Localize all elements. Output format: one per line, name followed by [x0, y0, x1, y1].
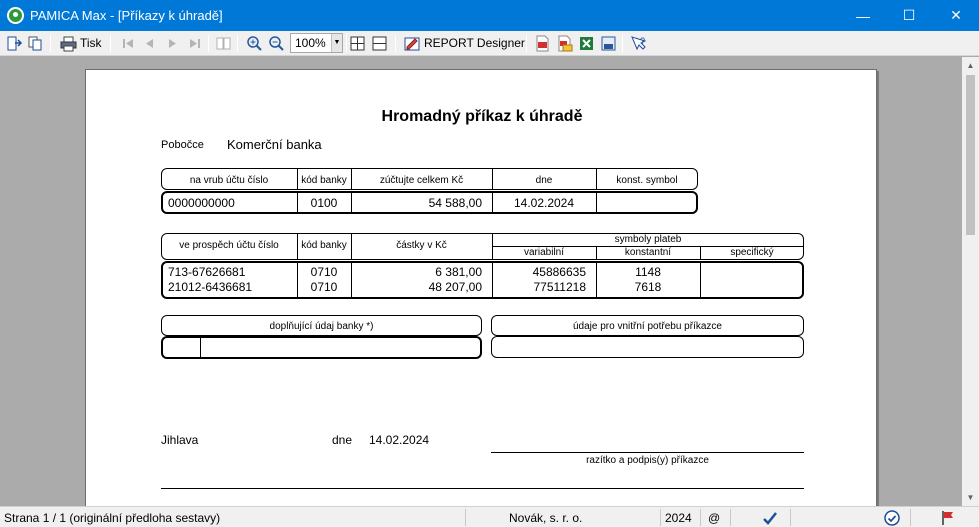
maximize-button[interactable]: ☐	[902, 7, 916, 23]
document-title: Hromadný příkaz k úhradě	[381, 108, 583, 125]
export-pdf-mail-icon[interactable]	[556, 35, 573, 52]
title-bar	[0, 0, 979, 31]
credit-row-1-constant: 1148	[635, 265, 661, 279]
date-label: dne	[332, 433, 353, 447]
flag-icon[interactable]	[940, 510, 956, 526]
internal-info-field	[491, 336, 804, 358]
bottom-rule	[161, 488, 804, 489]
zoom-select[interactable]	[290, 33, 343, 53]
internal-info-label: údaje pro vnitřní potřebu příkazce	[573, 321, 722, 332]
ok-status-icon[interactable]	[884, 510, 900, 526]
toolbar-separator	[237, 35, 238, 52]
signature-line	[491, 452, 804, 453]
page-info: Strana 1 / 1 (originální předloha sestavy)	[4, 511, 221, 525]
export-excel-icon[interactable]	[578, 35, 595, 52]
checkmark-icon[interactable]	[762, 510, 778, 526]
header-amounts: částky v Kč	[396, 240, 447, 251]
report-designer-button[interactable]: REPORT Designer	[424, 36, 525, 50]
scroll-up-icon[interactable]: ▲	[966, 61, 975, 70]
close-button[interactable]: ✕	[950, 7, 962, 23]
report-page	[85, 69, 877, 519]
credit-row-1-variable: 45886635	[532, 265, 586, 279]
company-name: Novák, s. r. o.	[509, 511, 583, 525]
toolbar-separator	[622, 35, 623, 52]
window-title: PAMICA Max - [Příkazy k úhradě]	[30, 8, 223, 23]
first-page-icon[interactable]	[120, 35, 137, 52]
header-specific-symbol: specifický	[730, 247, 774, 258]
last-page-icon[interactable]	[186, 35, 203, 52]
header-variable-symbol: variabilní	[523, 247, 565, 258]
export-pdf-icon[interactable]	[534, 35, 551, 52]
help-icon[interactable]	[630, 35, 647, 52]
scroll-down-icon[interactable]: ▼	[966, 493, 975, 502]
scrollbar-thumb[interactable]	[966, 75, 975, 235]
report-preview-area[interactable]	[0, 57, 962, 506]
toolbar	[0, 31, 979, 56]
toolbar-separator	[526, 35, 527, 52]
next-page-icon[interactable]	[164, 35, 181, 52]
print-icon[interactable]	[60, 35, 77, 52]
debit-bank-code: 0100	[310, 196, 338, 210]
toolbar-separator	[110, 35, 111, 52]
vertical-scrollbar[interactable]	[962, 57, 979, 506]
email-indicator: @	[708, 511, 721, 525]
print-button[interactable]: Tisk	[80, 36, 102, 50]
app-logo-icon	[7, 7, 24, 24]
minimize-button[interactable]: —	[856, 7, 870, 24]
credit-row-2-bank-code: 0710	[310, 280, 338, 294]
header-constant-symbol: konstantní	[624, 247, 672, 258]
debit-date: 14.02.2024	[513, 196, 575, 210]
bank-info-label: doplňující údaj banky *)	[269, 321, 374, 332]
header-credit-account: ve prospěch účtu číslo	[179, 240, 279, 251]
fit-page-icon[interactable]	[349, 35, 366, 52]
credit-row-1-amount: 6 381,00	[435, 265, 482, 279]
accounting-year: 2024	[665, 511, 692, 525]
header-payment-symbols: symboly plateb	[614, 234, 682, 245]
toolbar-separator	[208, 35, 209, 52]
branch-label: Pobočce	[161, 139, 204, 151]
zoom-out-icon[interactable]	[268, 35, 285, 52]
previous-page-icon[interactable]	[141, 35, 158, 52]
toolbar-separator	[346, 35, 347, 52]
branch-value: Komerční banka	[227, 137, 322, 152]
two-pages-icon[interactable]	[215, 35, 232, 52]
export-file-icon[interactable]	[600, 35, 617, 52]
header-const-symbol: konst. symbol	[616, 175, 678, 186]
date-value: 14.02.2024	[369, 433, 430, 447]
credit-row-1-bank-code: 0710	[310, 265, 338, 279]
toolbar-separator	[50, 35, 51, 52]
zoom-in-icon[interactable]	[246, 35, 263, 52]
credit-row-2-amount: 48 207,00	[428, 280, 482, 294]
place: Jihlava	[161, 433, 199, 447]
credit-row-1-account: 713-67626681	[168, 265, 246, 279]
credit-table-body	[161, 261, 804, 299]
status-bar	[0, 506, 979, 527]
debit-total: 54 588,00	[428, 196, 482, 210]
credit-row-2-variable: 77511218	[533, 280, 586, 294]
exit-icon[interactable]	[6, 35, 23, 52]
credit-row-2-account: 21012-6436681	[168, 280, 253, 294]
header-date: dne	[535, 175, 553, 186]
credit-row-2-constant: 7618	[634, 280, 662, 294]
fit-width-icon[interactable]	[371, 35, 388, 52]
header-debit-bank-code: kód banky	[301, 175, 347, 186]
zoom-value: 100%	[295, 36, 326, 50]
header-credit-bank-code: kód banky	[301, 240, 347, 251]
chevron-down-icon[interactable]: ▼	[331, 34, 342, 52]
bank-info-field	[161, 336, 482, 359]
copy-icon[interactable]	[27, 35, 44, 52]
header-debit-account: na vrub účtu číslo	[189, 175, 269, 186]
debit-account: 0000000000	[168, 196, 235, 210]
signature-label: razítko a podpis(y) příkazce	[586, 455, 709, 466]
header-total: zúčtujte celkem Kč	[379, 175, 464, 186]
svg-text:?: ?	[640, 36, 646, 46]
toolbar-separator	[395, 35, 396, 52]
report-designer-icon[interactable]	[404, 35, 421, 52]
